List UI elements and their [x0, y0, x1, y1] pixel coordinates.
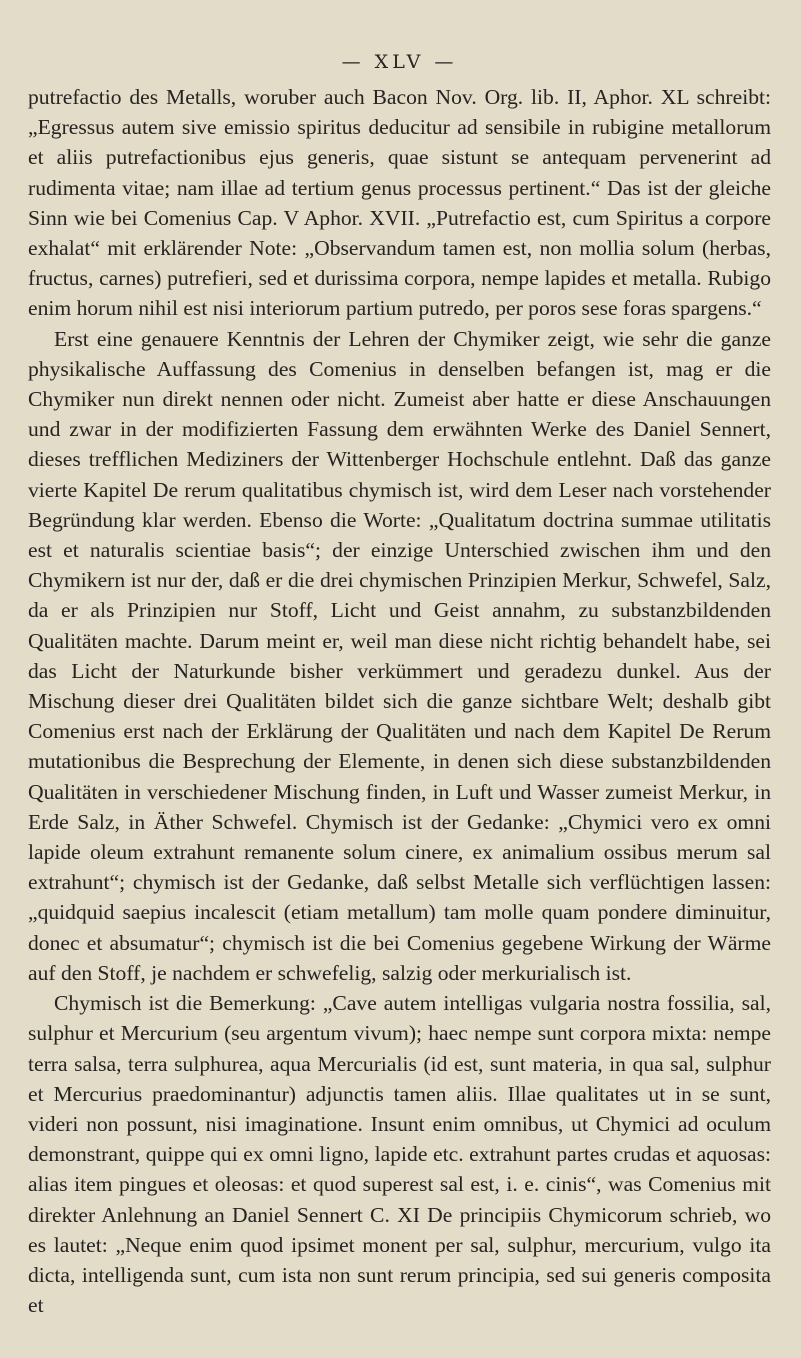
book-page — [0, 42, 801, 1358]
page-number: — XLV — — [341, 51, 458, 73]
paragraph-2: Erst eine genauere Kenntnis der Lehren der Chymiker zeigt, wie sehr die ganze physikalische Auffassung des Comenius in denselben befangen ist, mag er die Chymiker nun direkt nennen oder nicht. Zumeist aber hatte er diese Anschauungen und zwar in der modifizierten Fassung dem erwähnten Werke des Daniel Sennert, dieses trefflichen Mediziners der Wittenberger Hochschule entlehnt. Daß das ganze vierte Kapitel De rerum qualitatibus chymisch ist, wird dem Leser nach vorstehender Begründung klar werden. Ebenso die Worte: „Qualitatum doctrina summae utilitatis est et naturalis scientiae basis“; der einzige Unterschied zwischen ihm und den Chymikern ist nur der, daß er die drei chymischen Prinzipien Merkur, Schwefel, Salz, da er als Prinzipien nur Stoff, Licht und Geist annahm, zu substanzbildenden Qualitäten machte. Darum meint er, weil man diese nicht richtig behandelt habe, sei das Licht der Naturkunde bisher verkümmert und geradezu dunkel. Aus der Mischung dieser drei Qualitäten bildet sich die ganze sichtbare Welt; deshalb gibt Comenius erst nach der Erklärung der Qualitäten und nach dem Kapitel De Rerum mutationibus die Besprechung der Elemente, in denen sich diese substanzbildenden Qualitäten in verschiedener Mischung finden, in Luft und Wasser zumeist Merkur, in Erde Salz, in Äther Schwefel. Chymisch ist der Gedanke: „Chymici vero ex omni lapide oleum extrahunt remanente solum cinere, ex animalium ossibus merum sal extrahunt“; chymisch ist der Gedanke, daß selbst Metalle sich verflüchtigen lassen: „quidquid saepius incalescit (etiam metallum) tam molle quam pondere diminuitur, donec et absumatur“; chymisch ist die bei Comenius gegebene Wirkung der Wärme auf den Stoff, je nachdem er schwefelig, salzig oder merkurialisch ist. — [28, 326, 771, 985]
page-body — [28, 82, 771, 1320]
paragraph-3: Chymisch ist die Bemerkung: „Cave autem intelligas vulgaria nostra fossilia, sal, sulphur et Mercurium (seu argentum vivum); haec nempe sunt corpora mixta: nempe terra salsa, terra sulphurea, aqua Mercurialis (id est, sunt materia, in qua sal, sulphur et Mercurius praedominantur) adjunctis tamen aliis. Illae qualitates ut in se sunt, videri non possunt, nisi imaginatione. Insunt enim omnibus, ut Chymici ad oculum demonstrant, quippe qui ex omni ligno, lapide etc. extrahunt partes crudas et aquosas: alias item pingues et oleosas: et quod superest sal est, i. e. cinis“, was Comenius mit direkter Anlehnung an Daniel Sennert C. XI De principiis Chymicorum schrieb, wo es lautet: „Neque enim quod ipsimet monent per sal, sulphur, mercurium, vulgo ita dicta, intelligenda sunt, cum ista non sunt rerum principia, sed sui generis composita et — [28, 991, 771, 1318]
paragraph-1: putrefactio des Metalls, woruber auch Bacon Nov. Org. lib. II, Aphor. XL schreibt: „Egressus autem sive emissio spiritus deducitur ad sensibile in rubigine metallorum et aliis putrefactionibus ejus generis, quae sistunt se antequam pervenerint ad rudimenta vitae; nam illae ad tertium genus processus pertinent.“ Das ist der gleiche Sinn wie bei Comenius Cap. V Aphor. XVII. „Putrefactio est, cum Spiritus a corpore exhalat“ mit erklärender Note: „Observandum tamen est, non mollia solum (herbas, fructus, carnes) putrefieri, sed et durissima corpora, nempe lapides et metalla. Rubigo enim horum nihil est nisi interiorum partium putredo, per poros sese foras spargens.“ — [28, 85, 771, 321]
